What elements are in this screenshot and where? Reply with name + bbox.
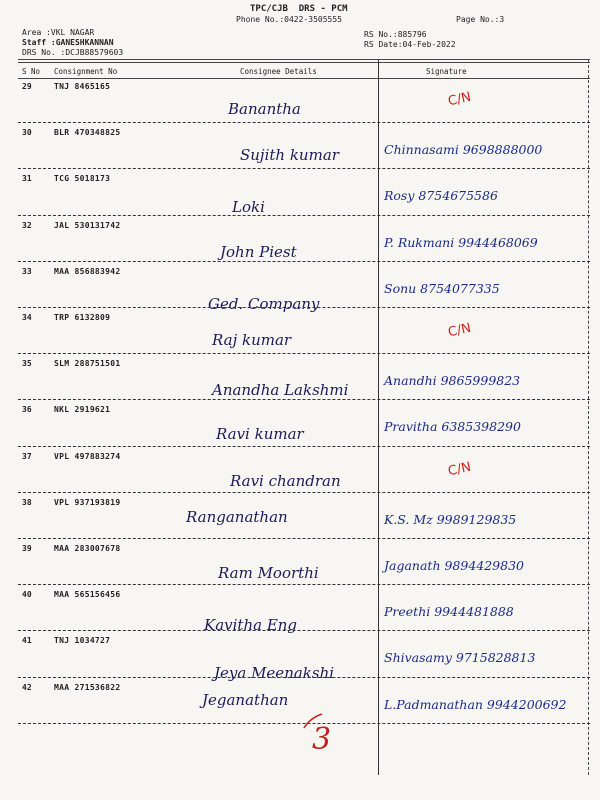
row-consignment-no: VPL 937193819 bbox=[54, 497, 121, 507]
row-consignment-no: TNJ 1034727 bbox=[54, 636, 111, 646]
row-consignment-no: TCG 5018173 bbox=[54, 174, 111, 184]
row-consignment-no: SLM 288751501 bbox=[54, 359, 121, 369]
row-consignment-no: JAL 530131742 bbox=[54, 220, 121, 230]
page-mark: 3 bbox=[312, 722, 332, 757]
row-consignment-no: MAA 271536822 bbox=[54, 682, 121, 692]
row-sno: 38 bbox=[22, 497, 32, 507]
signature-divider bbox=[378, 60, 379, 775]
phone-number: Phone No.:0422-3505555 bbox=[236, 15, 342, 24]
row-signature: L.Padmanathan 9944200692 bbox=[384, 696, 567, 712]
row-sno: 35 bbox=[22, 359, 32, 369]
col-signature: Signature bbox=[426, 67, 467, 76]
row-separator bbox=[18, 630, 590, 631]
row-separator bbox=[18, 168, 590, 169]
row-consignment-no: MAA 565156456 bbox=[54, 590, 121, 600]
row-separator bbox=[18, 492, 590, 493]
page-number: Page No.:3 bbox=[456, 15, 505, 24]
row-consignment-no: TNJ 8465165 bbox=[54, 82, 111, 91]
row-signature: Shivasamy 9715828813 bbox=[384, 650, 536, 666]
row-consignee-name: Jeya Meenakshi bbox=[214, 664, 335, 683]
area-label: Area :VKL NAGAR bbox=[22, 28, 95, 37]
row-separator bbox=[18, 353, 590, 354]
row-signature: Preethi 9944481888 bbox=[384, 604, 514, 620]
staff-label: Staff :GANESHKANNAN bbox=[22, 38, 114, 47]
row-separator bbox=[18, 261, 590, 262]
row-consignee-name: Jeganathan bbox=[202, 690, 289, 709]
row-consignee-name: Ravi kumar bbox=[216, 425, 304, 444]
row-sno: 29 bbox=[22, 82, 32, 91]
row-separator bbox=[18, 215, 590, 216]
row-sno: 36 bbox=[22, 405, 32, 415]
row-separator bbox=[18, 399, 590, 400]
row-consignment-no: MAA 283007678 bbox=[54, 544, 121, 553]
header-rule bbox=[18, 59, 590, 60]
row-consignee-name: Anandha Lakshmi bbox=[212, 381, 349, 400]
row-signature: Chinnasami 9698888000 bbox=[384, 142, 543, 158]
row-consignment-no: MAA 856883942 bbox=[54, 266, 121, 276]
row-signature: Sonu 8754077335 bbox=[384, 280, 500, 296]
row-consignee-name: Banantha bbox=[228, 100, 301, 118]
row-consignment-no: BLR 470348825 bbox=[54, 128, 121, 138]
row-consignee-name: Sujith kumar bbox=[240, 146, 339, 165]
row-sno: 42 bbox=[22, 682, 32, 692]
row-signature: Anandhi 9865999823 bbox=[384, 373, 521, 389]
row-separator bbox=[18, 584, 590, 585]
row-consignment-no: VPL 497883274 bbox=[54, 451, 121, 461]
row-signature: Pravitha 6385398290 bbox=[384, 419, 521, 435]
row-sno: 33 bbox=[22, 266, 32, 276]
row-consignment-no: NKL 2919621 bbox=[54, 405, 111, 415]
row-consignee-name: Kavitha Eng bbox=[204, 616, 298, 635]
row-sno: 30 bbox=[22, 128, 32, 138]
row-separator bbox=[18, 677, 590, 678]
col-consignee: Consignee Details bbox=[240, 67, 317, 76]
right-border bbox=[588, 60, 589, 775]
row-sno: 34 bbox=[22, 313, 32, 322]
row-separator bbox=[18, 122, 590, 123]
row-cn-stamp: C/N bbox=[446, 89, 473, 110]
row-sno: 39 bbox=[22, 544, 32, 553]
row-consignee-name: Ravi chandran bbox=[230, 471, 341, 490]
row-consignment-no: TRP 6132809 bbox=[54, 313, 111, 322]
row-consignee-name: Raj kumar bbox=[212, 331, 292, 349]
col-consignment: Consignment No bbox=[54, 67, 118, 76]
row-signature: Jaganath 9894429830 bbox=[384, 558, 524, 573]
row-sno: 41 bbox=[22, 636, 32, 646]
row-separator bbox=[18, 538, 590, 539]
row-consignee-name: Ged. Company bbox=[208, 294, 320, 313]
row-consignee-name: John Piest bbox=[220, 242, 297, 261]
row-sno: 37 bbox=[22, 451, 32, 461]
row-cn-stamp: C/N bbox=[446, 459, 473, 479]
row-sno: 31 bbox=[22, 174, 32, 184]
report-title: TPC/CJB DRS - PCM bbox=[250, 4, 348, 14]
row-signature: K.S. Mz 9989129835 bbox=[384, 511, 517, 527]
column-header-rule bbox=[18, 78, 590, 79]
drs-number: DRS No. :DCJB88579603 bbox=[22, 48, 124, 57]
row-sno: 32 bbox=[22, 220, 32, 230]
row-separator bbox=[18, 446, 590, 447]
row-cn-stamp: C/N bbox=[446, 320, 473, 341]
header-rule-double bbox=[18, 62, 590, 63]
row-consignee-name: Ram Moorthi bbox=[218, 564, 319, 582]
row-consignee-name: Ranganathan bbox=[186, 507, 288, 526]
rs-number: RS No.:885796 bbox=[364, 30, 427, 39]
rs-date: RS Date:04-Feb-2022 bbox=[364, 40, 456, 49]
col-sno: S No bbox=[22, 67, 41, 76]
row-consignee-name: Loki bbox=[232, 198, 265, 217]
row-signature: Rosy 8754675586 bbox=[384, 188, 498, 204]
row-signature: P. Rukmani 9944468069 bbox=[384, 234, 538, 250]
page-mark-tick bbox=[300, 712, 330, 732]
row-sno: 40 bbox=[22, 590, 32, 600]
row-separator bbox=[18, 307, 590, 308]
